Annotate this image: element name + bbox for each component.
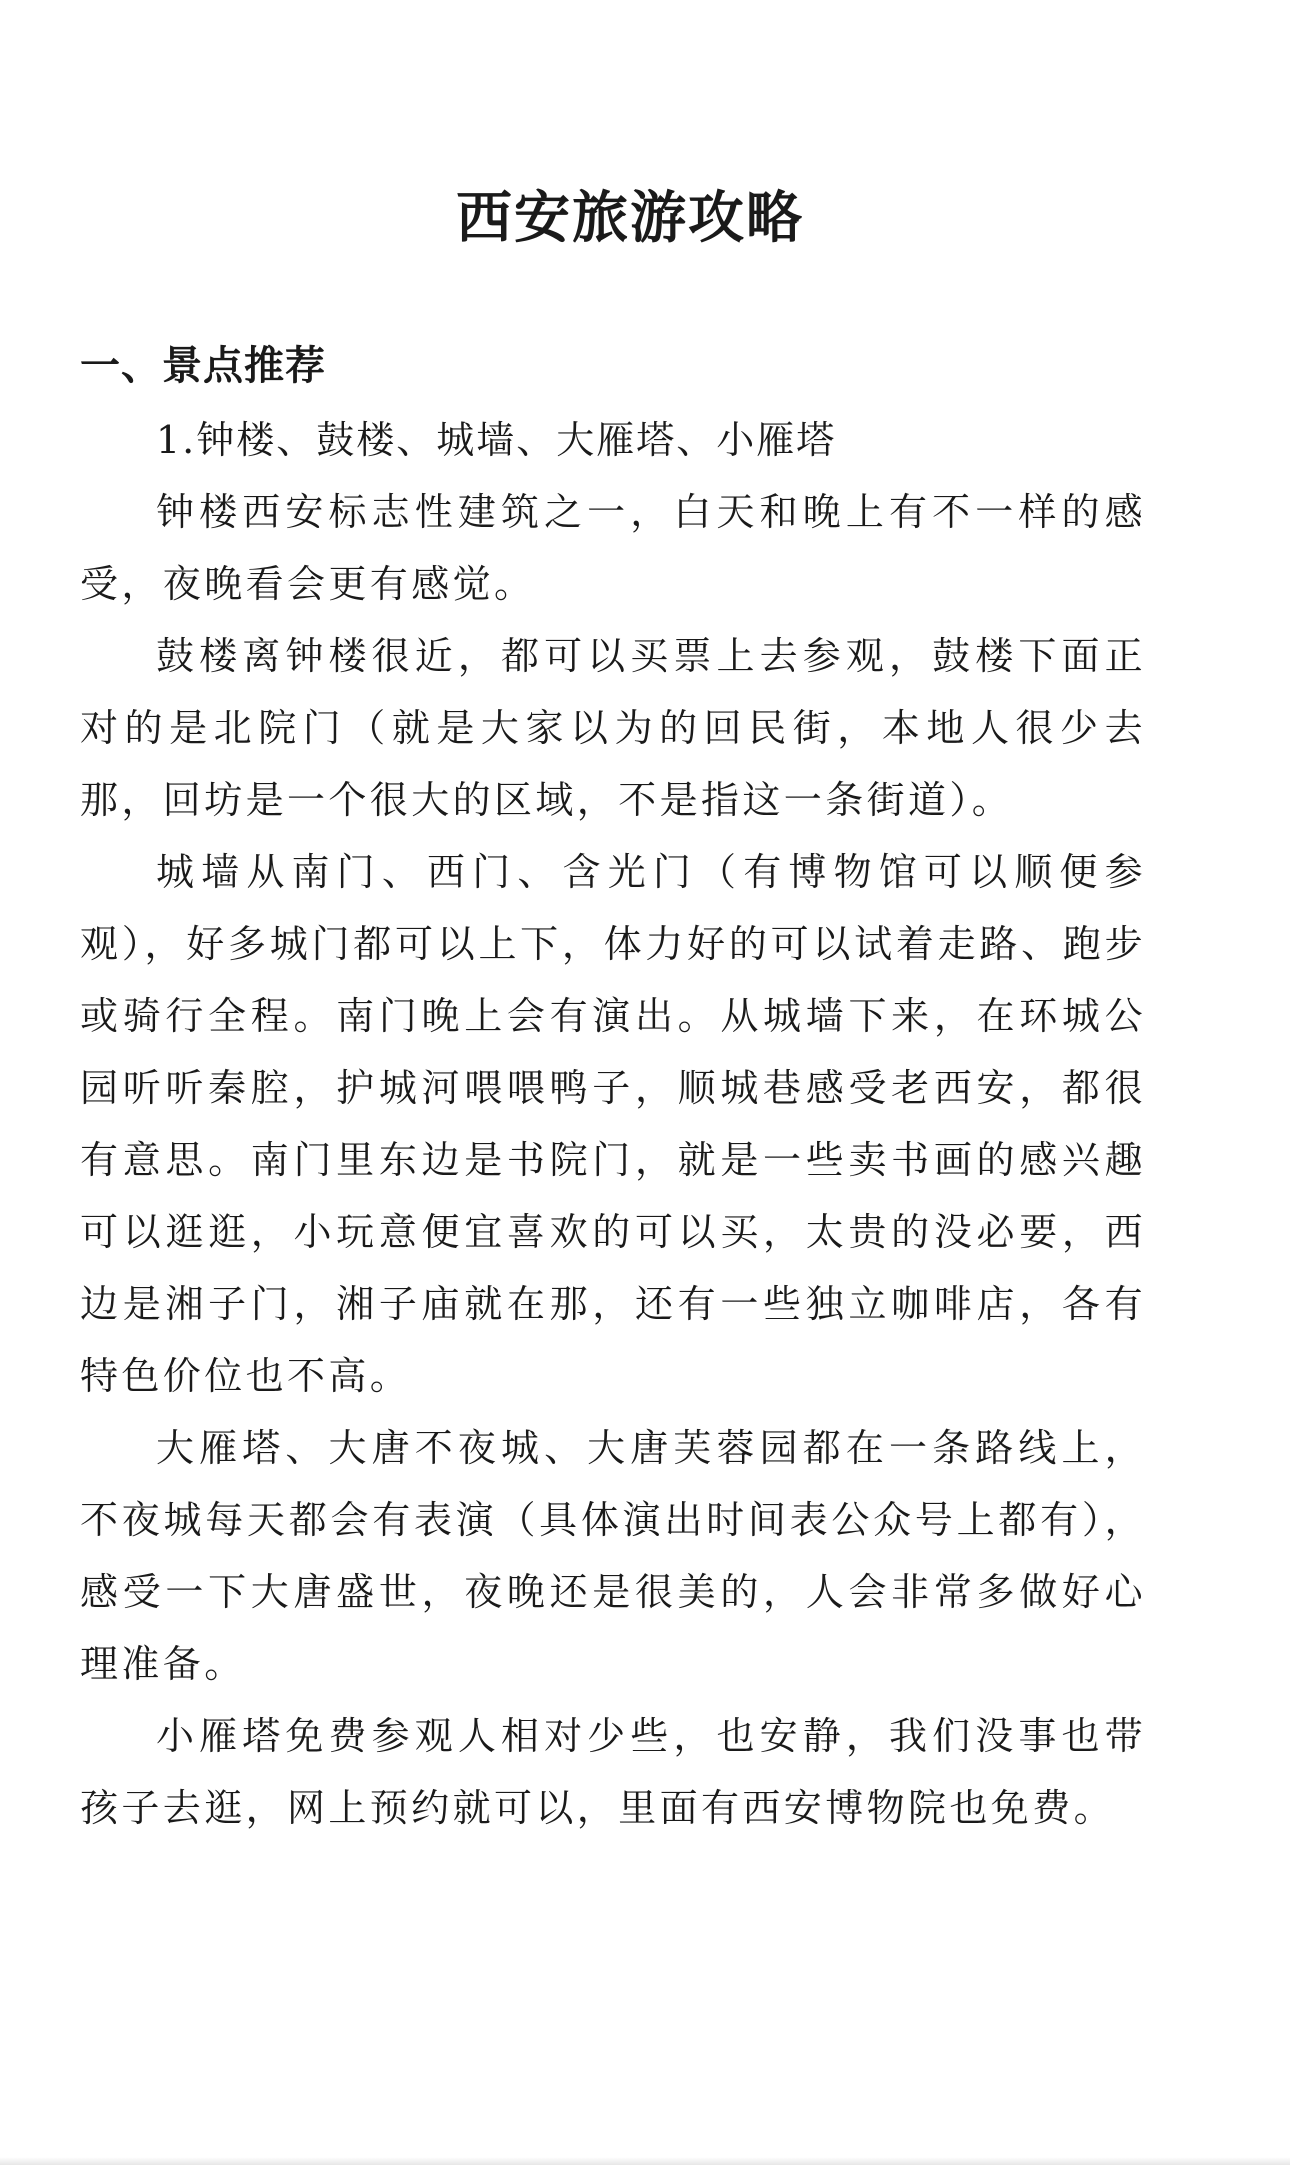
paragraph-small-wild-goose-pagoda: 小雁塔免费参观人相对少些，也安静，我们没事也带孩子去逛，网上预约就可以，里面有西安博物院也免费。 [80, 1714, 1146, 1830]
page-bottom-edge [0, 2157, 1290, 2165]
document-title: 西安旅游攻略 [456, 185, 804, 251]
paragraph-city-wall: 城墙从南门、西门、含光门（有博物馆可以顺便参观），好多城门都可以上下，体力好的可以试着走路、跑步或骑行全程。南门晚上会有演出。从城墙下来，在环城公园听听秦腔，护城河喂喂鸭子，顺城巷感受老西安，都很有意思。南门里东边是书院门，就是一些卖书画的感兴趣可以逛逛，小玩意便宜喜欢的可以买，太贵的没必要，西边是湘子门，湘子庙就在那，还有一些独立咖啡店，各有特色价位也不高。 [80, 850, 1146, 1398]
section-heading: 一、景点推荐 [80, 342, 326, 389]
item-title: 1.钟楼、鼓楼、城墙、大雁塔、小雁塔 [156, 418, 837, 462]
paragraph-big-wild-goose-pagoda: 大雁塔、大唐不夜城、大唐芙蓉园都在一条路线上，不夜城每天都会有表演（具体演出时间表公众号上都有），感受一下大唐盛世，夜晚还是很美的，人会非常多做好心理准备。 [80, 1426, 1146, 1686]
document-body [80, 404, 1146, 1844]
paragraph-drum-tower: 鼓楼离钟楼很近，都可以买票上去参观，鼓楼下面正对的是北院门（就是大家以为的回民街，本地人很少去那，回坊是一个很大的区域，不是指这一条街道）。 [80, 634, 1146, 822]
paragraph-bell-tower: 钟楼西安标志性建筑之一，白天和晚上有不一样的感受，夜晚看会更有感觉。 [80, 490, 1146, 606]
